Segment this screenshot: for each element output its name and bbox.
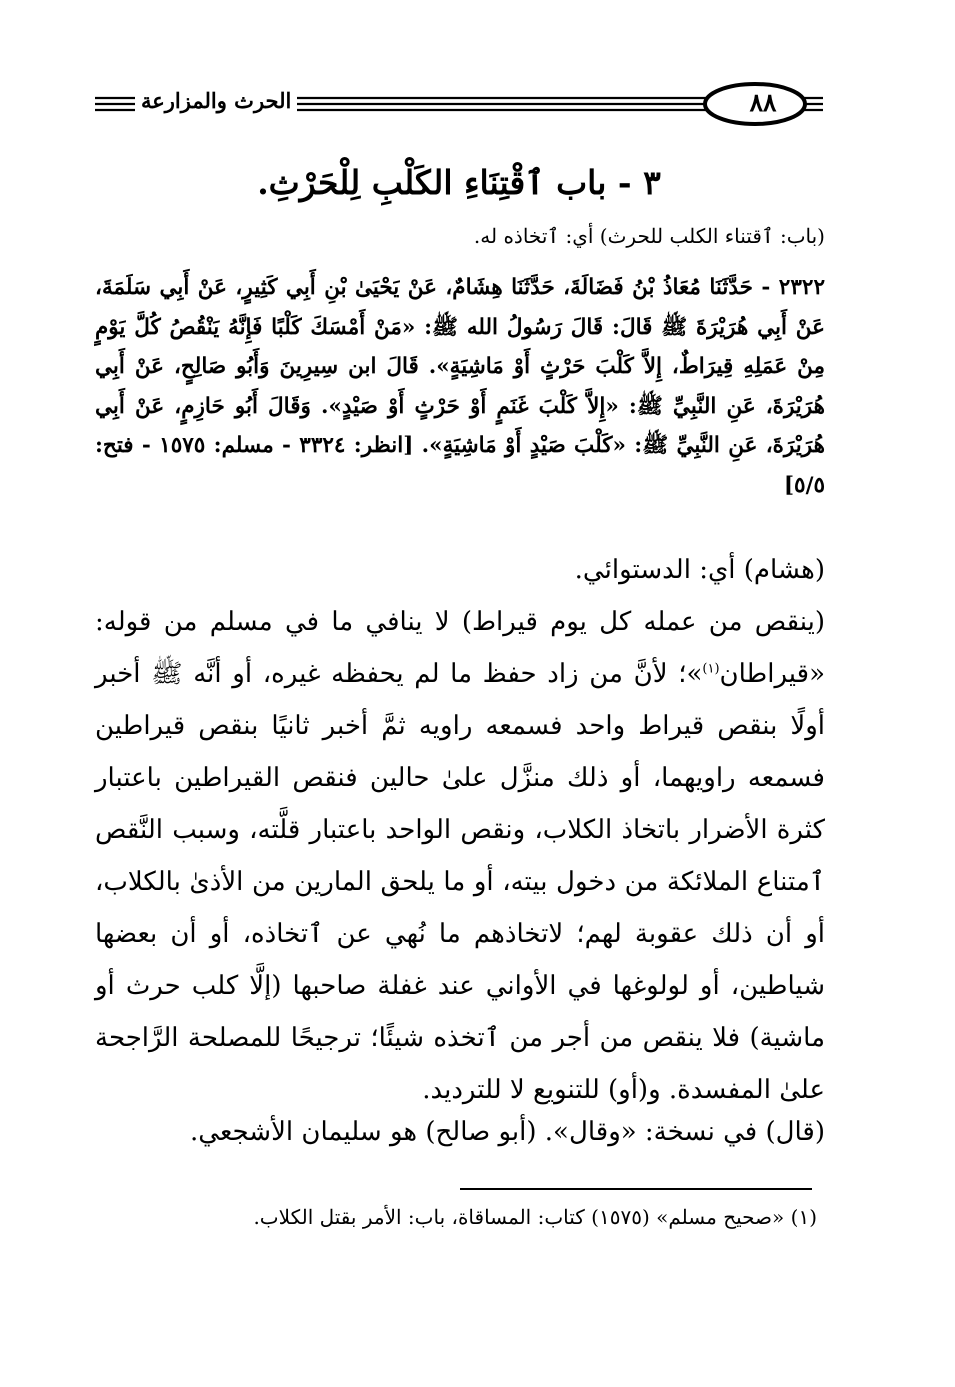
commentary-part2: »؛ لأنَّ من زاد حفظ ما لم يحفظه غيره، أو أنَّه ﷺ أخبر أولًا بنقص قيراط واحد فسمعه راويه ثمَّ أخبر ثانيًا بنقص قيراطين فسمعه راويهما، أو ذلك منزَّل علىٰ حالين فنقص القيراطين باعتبار كثرة الأضرار باتخاذ الكلاب، ونقص الواحد باعتبار قلَّته، وسبب النَّقص ٱمتناع الملائكة من دخول بيته، أو ما يلحق المارين من الأذىٰ بالكلاب، أو أن ذلك عقوبة لهم؛ لاتخاذهم ما نُهي عن ٱتخاذه، أو أن بعضها شياطين، أو لولوغها في الأواني عند غفلة صاحبها (إلَّا كلب حرث أو ماشية) فلا ينقص من أجر من ٱتخذه شيئًا؛ ترجيحًا للمصلحة الرَّاجحة علىٰ المفسدة. و(أو) للتنويع لا للترديد. [95,659,825,1105]
footnote-1: (١) «صحيح مسلم» (١٥٧٥) كتاب: المساقاة، باب: الأمر بقتل الكلاب. [253,1205,817,1229]
footnote-reference: (١) [702,661,720,677]
page-header [95,80,823,130]
chapter-title: ٣ - باب ٱقْتِنَاءِ الكَلْبِ لِلْحَرْثِ. [257,163,661,202]
bab-explanation: (باب: ٱقتناء الكلب للحرث) أي: ٱتخاذه له. [473,224,825,248]
hadith-text: ٢٣٢٢ - حَدَّثَنَا مُعَاذُ بْنُ فَضَالَةَ، حَدَّثَنَا هِشَامٌ، عَنْ يَحْيَىٰ بْنِ أَبِي كَثِيرٍ، عَنْ أَبِي سَلَمَةَ، عَنْ أَبِي هُرَيْرَةَ ﷺ قَالَ: قَالَ رَسُولُ الله ﷺ: «مَنْ أَمْسَكَ كَلْبًا فَإِنَّهُ يَنْقُصُ كُلَّ يَوْمٍ مِنْ عَمَلِهِ قِيرَاطٌ، إِلاَّ كَلْبَ حَرْثٍ أَوْ مَاشِيَةٍ». قَالَ ابن سِيرِينَ وَأَبُو صَالِحٍ، عَنْ أَبِي هُرَيْرَةَ، عَنِ النَّبِيِّ ﷺ: «إِلاَّ كَلْبَ غَنَمٍ أَوْ حَرْثٍ أَوْ صَيْدٍ». وَقَالَ أَبُو حَازِمٍ، عَنْ أَبِي هُرَيْرَةَ، عَنِ النَّبِيِّ ﷺ: «كَلْبَ صَيْدٍ أَوْ مَاشِيَةٍ». [انظر: ٣٣٢٤ - مسلم: ١٥٧٥ - فتح: ٥/٥] [95,275,825,498]
commentary-part1: (ينقص من عمله كل يوم قيراط) لا ينافي ما في مسلم من قوله: «قيراطان [95,607,825,689]
qala-note: (قال) في نسخة: «وقال». (أبو صالح) هو سليمان الأشجعي. [190,1117,825,1147]
hisham-note: (هشام) أي: الدستوائي. [574,555,825,585]
commentary-paragraph [95,596,825,1116]
running-title: الحرث والمزارعة [135,88,297,114]
footnote-separator [460,1188,812,1190]
page-number: ٨٨ [749,88,777,117]
